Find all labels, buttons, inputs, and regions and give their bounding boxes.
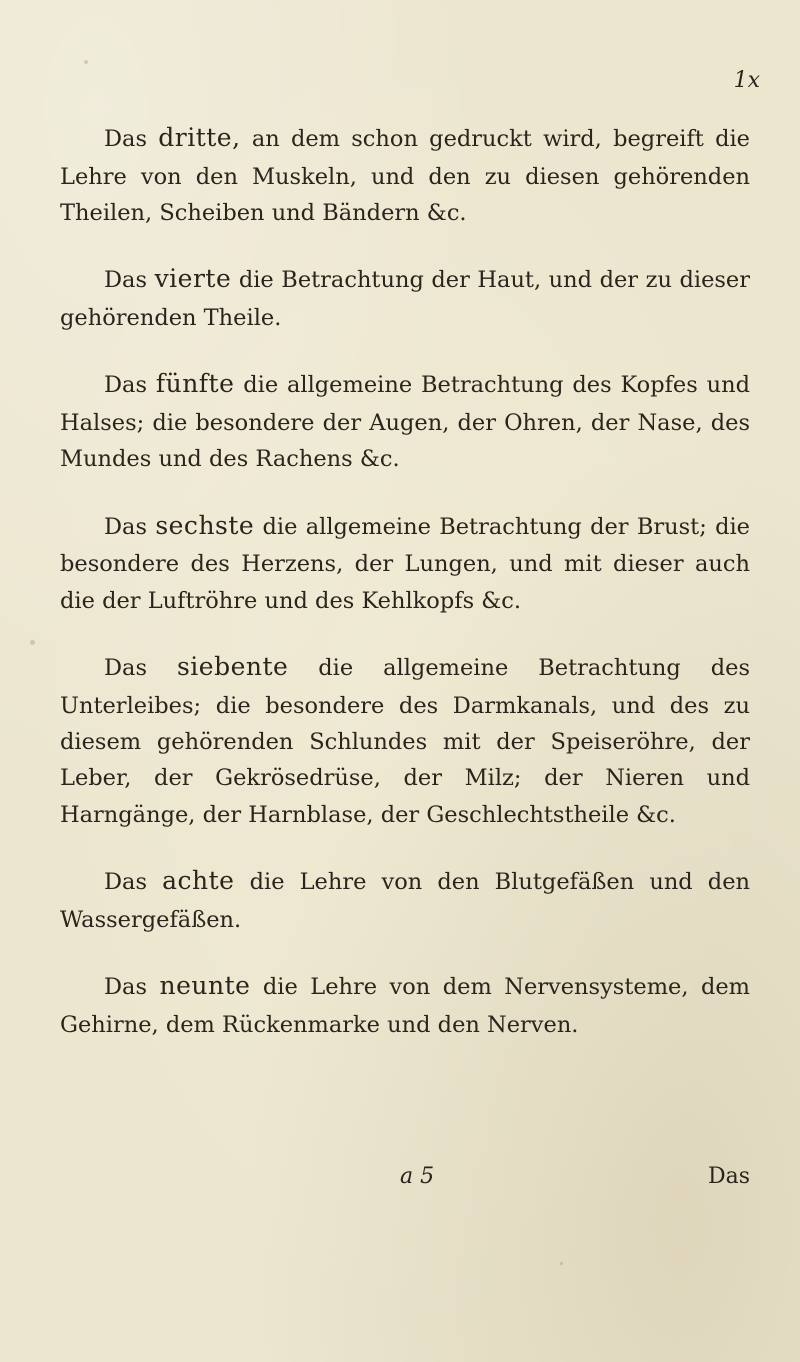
paragraph-fifth-volume (60, 364, 750, 477)
paragraph-lead: Das (104, 655, 148, 682)
paragraph-text: die Lehre von dem Nervensysteme, dem Gehirne, dem Rückenmarke und den Nerven. (60, 974, 751, 1038)
signature-mark: a 5 (400, 1164, 435, 1189)
page-footer (60, 1164, 750, 1204)
paragraph-lead: Das (104, 869, 148, 896)
paragraph-ordinal: sechste (155, 510, 255, 540)
paragraph-lead: Das (104, 513, 148, 540)
paragraph-text: die Betrachtung der Haut, und der zu dieser gehörenden Theile. (60, 267, 751, 331)
paragraph-sixth-volume (60, 506, 750, 619)
paragraph-ordinal: neunte (159, 971, 251, 1001)
paragraph-lead: Das (104, 372, 148, 399)
paragraph-ninth-volume (60, 966, 750, 1043)
paragraph-text: an dem schon gedruckt wird, begreift die Lehre von den Muskeln, und den zu diesen gehörenden Theilen, Scheiben und Bändern &c. (60, 126, 750, 226)
paragraph-ordinal: achte (162, 866, 235, 896)
paragraph-lead: Das (104, 126, 148, 152)
paragraph-third-volume (60, 118, 750, 231)
paragraph-text: die allgemeine Betrachtung des Unterleibes; die besondere des Darmkanals, und des zu diesem gehörenden Schlundes mit der Speiseröhre, der Leber, der Gekrösedrüse, der Milz; der Nieren und Harngänge, der Harnblase, der Geschlechtstheile &c. (60, 655, 750, 828)
paragraph-ordinal: dritte, (158, 123, 241, 152)
paragraph-lead: Das (104, 974, 148, 1001)
paragraph-text: die allgemeine Betrachtung der Brust; die besondere des Herzens, der Lungen, und mit dieser auch die der Luftröhre und des Kehlkopfs &c. (60, 513, 750, 614)
page-number: 1x (733, 68, 760, 93)
paragraph-text: die allgemeine Betrachtung des Kopfes und Halses; die besondere der Augen, der Ohren, der Nase, des Mundes und des Rachens &c. (60, 372, 750, 473)
paragraph-text: die Lehre von den Blutgefäßen und den Wassergefäßen. (60, 869, 751, 933)
paper-spot (84, 60, 88, 64)
paragraph-lead: Das (104, 267, 148, 294)
paragraph-seventh-volume (60, 647, 750, 833)
paragraph-ordinal: fünfte (155, 369, 235, 399)
catchword: Das (707, 1164, 750, 1189)
paper-spot (30, 640, 35, 645)
paragraph-ordinal: siebente (176, 652, 289, 682)
body-text (60, 118, 750, 1071)
paragraph-fourth-volume (60, 259, 750, 336)
paragraph-ordinal: vierte (154, 264, 232, 294)
paper-spot (560, 1262, 563, 1265)
paragraph-eighth-volume (60, 861, 750, 938)
